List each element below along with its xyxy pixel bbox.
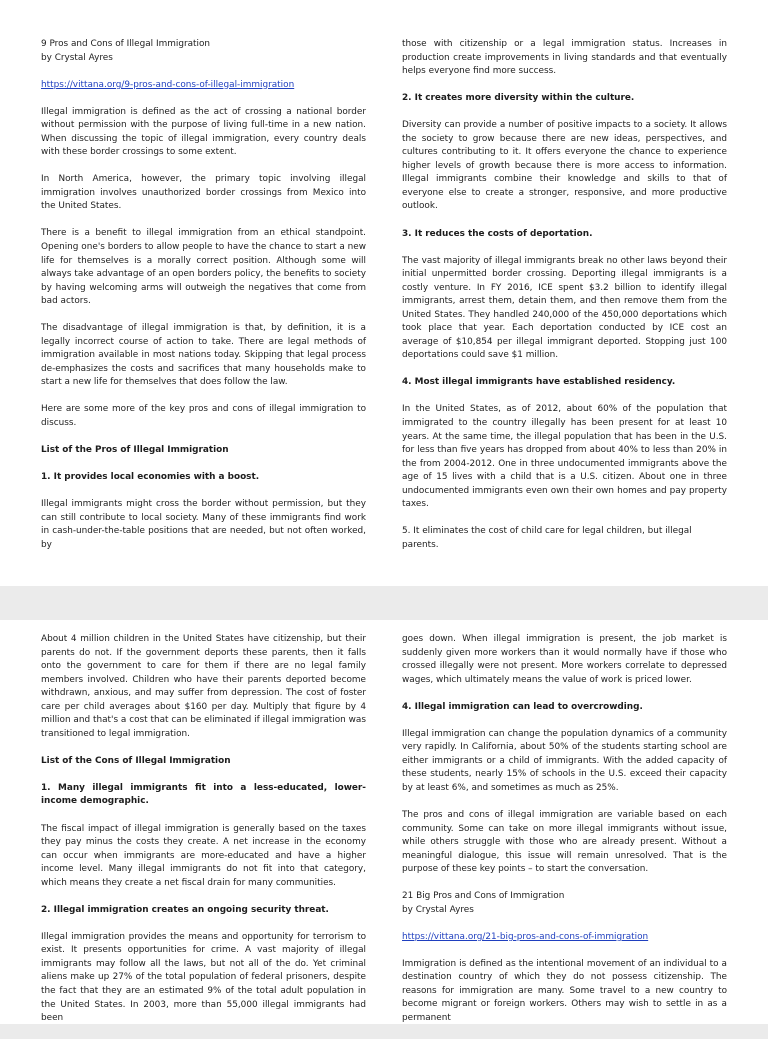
subheading: 5. It eliminates the cost of child care for legal children, but illegal parents. xyxy=(402,526,692,550)
subheading: 3. It reduces the costs of deportation. xyxy=(402,228,593,239)
paragraph: There is a benefit to illegal immigration from an ethical standpoint. Opening one's borders to allow people to have the chance to start a new life for themselves is a morally correct position. Although some will always take advantage of an open borders policy, the benefits to society by having welcoming arms will outweigh the negatives that come from bad actors. xyxy=(41,228,366,307)
article-source-link[interactable]: https://vittana.org/9-pros-and-cons-of-illegal-immigration xyxy=(41,79,295,90)
page1-right-column xyxy=(402,38,727,566)
page1-left-column xyxy=(41,38,366,566)
paragraph: In North America, however, the primary topic involving illegal immigration involves unauthorized border crossings from Mexico into the United States. xyxy=(41,174,366,212)
subheading: 4. Illegal immigration can lead to overcrowding. xyxy=(402,701,643,712)
article-author: by Crystal Ayres xyxy=(41,52,113,63)
subheading: 1. It provides local economies with a boost. xyxy=(41,472,260,483)
paragraph: Illegal immigration can change the population dynamics of a community very rapidly. In California, about 50% of the students starting school are either immigrants or a child of immigrants. With the added capacity of these students, nearly 15% of schools in the U.S. exceed their capacity by at least 6%, and sometimes as much as 25%. xyxy=(402,728,727,793)
document-page-2 xyxy=(0,620,768,1024)
paragraph: The disadvantage of illegal immigration is that, by definition, it is a legally incorrect course of action to take. There are legal methods of immigration available in most nations today. Skipping that legal process de-emphasizes the costs and sacrifices that many households make to start a new life for themselves that does follow the law. xyxy=(41,323,366,388)
paragraph: goes down. When illegal immigration is present, the job market is suddenly given more workers than it would normally have if those who crossed illegally were not present. More workers correlate to depressed wages, which ultimately means the value of work is priced lower. xyxy=(402,634,727,685)
paragraph: Diversity can provide a number of positive impacts to a society. It allows the society to grow because there are new ideas, perspectives, and cultures contributing to it. It offers everyone the chance to experience higher levels of growth because there is more access to information. Illegal immigrants combine their knowledge and skills to that of everyone else to create a stronger, responsive, and more productive outlook. xyxy=(402,120,727,212)
paragraph: Illegal immigrants might cross the border without permission, but they can still contribute to local society. Many of these immigrants find work in cash-under-the-table positions that are needed, but not often worked, by xyxy=(41,499,366,550)
subheading: 2. It creates more diversity within the culture. xyxy=(402,93,635,104)
subheading: 2. Illegal immigration creates an ongoing security threat. xyxy=(41,904,329,915)
paragraph: Illegal immigration is defined as the act of crossing a national border without permission with the purpose of living full-time in a new nation. When discussing the topic of illegal immigration, every country deals with these border crossings to some extent. xyxy=(41,106,366,158)
article-title: 21 Big Pros and Cons of Immigration xyxy=(402,891,565,902)
paragraph: About 4 million children in the United States have citizenship, but their parents do not. If the government deports these parents, then it falls onto the government to care for them if there are no legal family members involved. Children who have their parents deported become withdrawn, anxious, and may suffer from depression. The cost of foster care per child averages about $160 per day. Multiply that figure by 4 million and that's a cost that can be eliminated if illegal immigration was transitioned to legal immigration. xyxy=(41,634,366,739)
paragraph: Illegal immigration provides the means and opportunity for terrorism to exist. It presents opportunities for crime. A vast majority of illegal immigrants may follow all the laws, but not all of the do. Yet criminal aliens make up 27% of the total population of federal prisoners, despite the fact that they are an estimated 9% of the total adult population in the United States. In 2003, more than 55,000 illegal immigrants had been xyxy=(41,931,366,1024)
paragraph: The vast majority of illegal immigrants break no other laws beyond their initial unpermitted border crossing. Deporting illegal immigrants is a costly venture. In FY 2016, ICE spent $3.2 billion to identify illegal immigrants, arrest them, detain them, and then remove them from the United States. They handled 240,000 of the 450,000 deportations which took place that year. Each deportation conducted by ICE cost an average of $10,854 per illegal immigrant deported. Stopping just 100 deportations could save $1 million. xyxy=(402,255,727,361)
paragraph: The fiscal impact of illegal immigration is generally based on the taxes they pay minus the costs they create. A net increase in the economy can occur when immigrants are more-educated and have a higher income level. Many illegal immigrants do not fit into that category, which means they create a net fiscal drain for many communities. xyxy=(41,823,366,888)
section-heading-cons: List of the Cons of Illegal Immigration xyxy=(41,755,231,766)
subheading: 1. Many illegal immigrants fit into a less-educated, lower-income demographic. xyxy=(41,782,366,807)
paragraph: Here are some more of the key pros and cons of illegal immigration to discuss. xyxy=(41,404,366,429)
paragraph: The pros and cons of illegal immigration are variable based on each community. Some can take on more illegal immigrants without issue, while others struggle with those who are already present. Without a meaningful dialogue, this issue will remain unresolved. That is the purpose of these key points – to start the conversation. xyxy=(402,809,727,875)
paragraph: those with citizenship or a legal immigration status. Increases in production create improvements in living standards and that eventually helps everyone find more success. xyxy=(402,39,727,77)
article-author: by Crystal Ayres xyxy=(402,904,474,915)
page2-right-column xyxy=(402,633,727,1039)
page2-left-column xyxy=(41,633,366,1039)
paragraph: In the United States, as of 2012, about 60% of the population that immigrated to the country illegally has been present for at least 10 years. At the same time, the illegal population that has been in the U.S. for less than five years has dropped from about 40% to less than 20% in the from 2004-2012. One in three undocumented immigrants above the age of 15 lives with a child that is a U.S. citizen. About one in three undocumented immigrants even own their own homes and pay property taxes. xyxy=(402,404,727,510)
subheading: 4. Most illegal immigrants have established residency. xyxy=(402,377,676,388)
article-title: 9 Pros and Cons of Illegal Immigration xyxy=(41,39,211,49)
section-heading-pros: List of the Pros of Illegal Immigration xyxy=(41,445,229,456)
article-source-link[interactable]: https://vittana.org/21-big-pros-and-cons-of-immigration xyxy=(402,931,649,942)
paragraph: Immigration is defined as the intentional movement of an individual to a destination country of which they do not possess citizenship. The reasons for immigration are many. Some travel to a new country to become migrant or foreign workers. Others may wish to settle in as a permanent xyxy=(402,958,727,1024)
